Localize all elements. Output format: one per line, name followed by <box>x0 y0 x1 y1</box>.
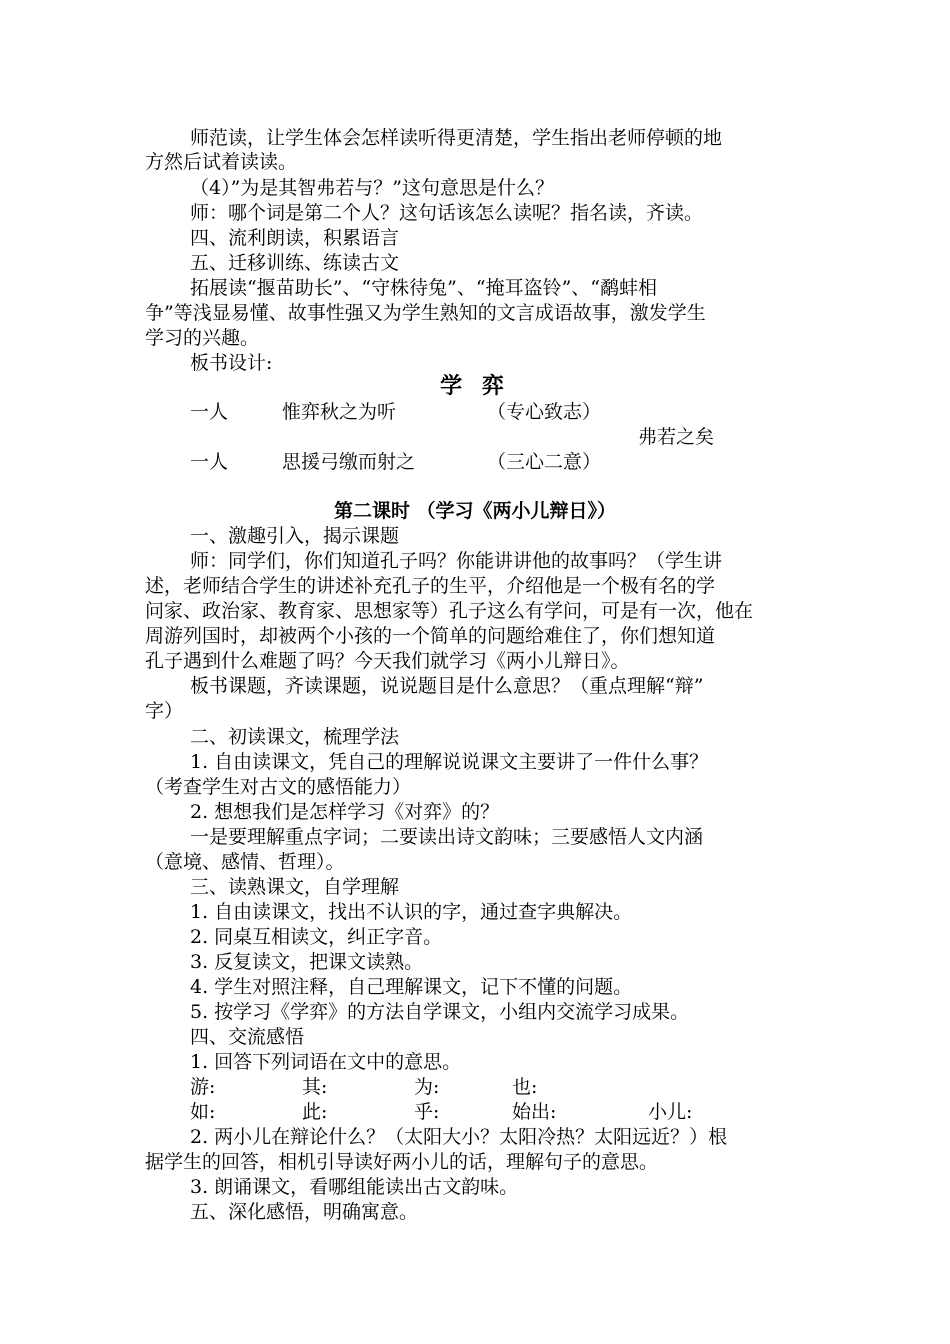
list-item: 5. 按学习《学弈》的方法自学课文，小组内交流学习成果。 <box>190 1001 690 1023</box>
list-item: 3. 反复读文，把课文读熟。 <box>190 951 424 973</box>
question-line: （4）”为是其智弗若与？”这句意思是什么？ <box>190 177 555 199</box>
paragraph-line: 字） <box>145 700 184 722</box>
list-item: 3. 朗诵课文，看哪组能读出古文韵味。 <box>190 1176 519 1198</box>
board-title: 学 弈 <box>440 373 510 399</box>
board-row1-action: 惟弈秋之为听 <box>282 401 397 423</box>
section-heading: 四、流利朗读，积累语言 <box>190 227 400 249</box>
list-item: 2. 同桌互相读文，纠正字音。 <box>190 926 443 948</box>
paragraph-line: 问家、政治家、教育家、思想家等）孔子这么有学问，可是有一次，他在 <box>145 600 754 622</box>
word-item: 乎: <box>414 1101 440 1123</box>
word-item: 小儿: <box>648 1101 693 1123</box>
board-row2-note: （三心二意） <box>487 451 602 473</box>
word-item: 如: <box>190 1101 216 1123</box>
board-row2-action: 思援弓缴而射之 <box>282 451 416 473</box>
board-middle: 弗若之矣 <box>638 426 715 448</box>
paragraph-line: 孔子遇到什么难题了吗？今天我们就学习《两小儿辩日》。 <box>145 650 630 672</box>
paragraph-line: 拓展读“揠苗助长”、“守株待兔”、“掩耳盗铃”、“鹬蚌相 <box>190 277 657 299</box>
lesson2-title: 第二课时 （学习《两小儿辩日》） <box>333 500 617 522</box>
board-row1-note: （专心致志） <box>487 401 602 423</box>
board-row1-who: 一人 <box>190 401 229 423</box>
section-heading: 五、迁移训练、练读古文 <box>190 252 400 274</box>
section-heading: 二、初读课文，梳理学法 <box>190 726 400 748</box>
paragraph-line: 方然后试着读读。 <box>145 151 298 173</box>
paragraph-line: 学习的兴趣。 <box>145 327 260 349</box>
paragraph-line: 板书课题，齐读课题，说说题目是什么意思？（重点理解“辩” <box>190 675 704 697</box>
paragraph-line: 师：哪个词是第二个人？这句话该怎么读呢？指名读，齐读。 <box>190 202 704 224</box>
section-heading: 四、交流感悟 <box>190 1026 305 1048</box>
paragraph-line: 述，老师结合学生的讲述补充孔子的生平，介绍他是一个极有名的学 <box>145 575 716 597</box>
list-item-continued: （考查学生对古文的感悟能力） <box>145 776 412 798</box>
paragraph-line: 周游列国时，却被两个小孩的一个简单的问题给难住了，你们想知道 <box>145 625 716 647</box>
paragraph-line: 一是要理解重点字词；二要读出诗文韵味；三要感悟人文内涵 <box>190 826 704 848</box>
section-heading: 一、激趣引入，揭示课题 <box>190 525 400 547</box>
paragraph-line: 师：同学们，你们知道孔子吗？你能讲讲他的故事吗？（学生讲 <box>190 550 723 572</box>
list-item: 2. 两小儿在辩论什么？（太阳大小？太阳冷热？太阳远近？）根 <box>190 1126 728 1148</box>
list-item: 1. 回答下列词语在文中的意思。 <box>190 1051 462 1073</box>
board-row2-who: 一人 <box>190 451 229 473</box>
word-item: 其: <box>302 1076 328 1098</box>
list-item: 2. 想想我们是怎样学习《对弈》的？ <box>190 801 500 823</box>
list-item-continued: 据学生的回答，相机引导读好两小儿的话，理解句子的意思。 <box>145 1151 659 1173</box>
word-item: 也: <box>512 1076 538 1098</box>
paragraph-line: 师范读，让学生体会怎样读听得更清楚，学生指出老师停顿的地 <box>190 127 723 149</box>
list-item: 1. 自由读课文，找出不认识的字，通过查字典解决。 <box>190 901 633 923</box>
board-label: 板书设计: <box>190 352 273 374</box>
list-item: 1. 自由读课文，凭自己的理解说说课文主要讲了一件什么事？ <box>190 751 709 773</box>
word-item: 此: <box>302 1101 328 1123</box>
paragraph-line: 争”等浅显易懂、故事性强又为学生熟知的文言成语故事，激发学生 <box>145 302 706 324</box>
list-item: 4. 学生对照注释，自己理解课文，记下不懂的问题。 <box>190 976 633 998</box>
word-item: 为: <box>414 1076 440 1098</box>
paragraph-line: （意境、感情、哲理）。 <box>145 851 345 873</box>
word-item: 游: <box>190 1076 216 1098</box>
section-heading: 三、读熟课文，自学理解 <box>190 876 400 898</box>
section-heading: 五、深化感悟，明确寓意。 <box>190 1201 419 1223</box>
word-item: 始出: <box>512 1101 557 1123</box>
